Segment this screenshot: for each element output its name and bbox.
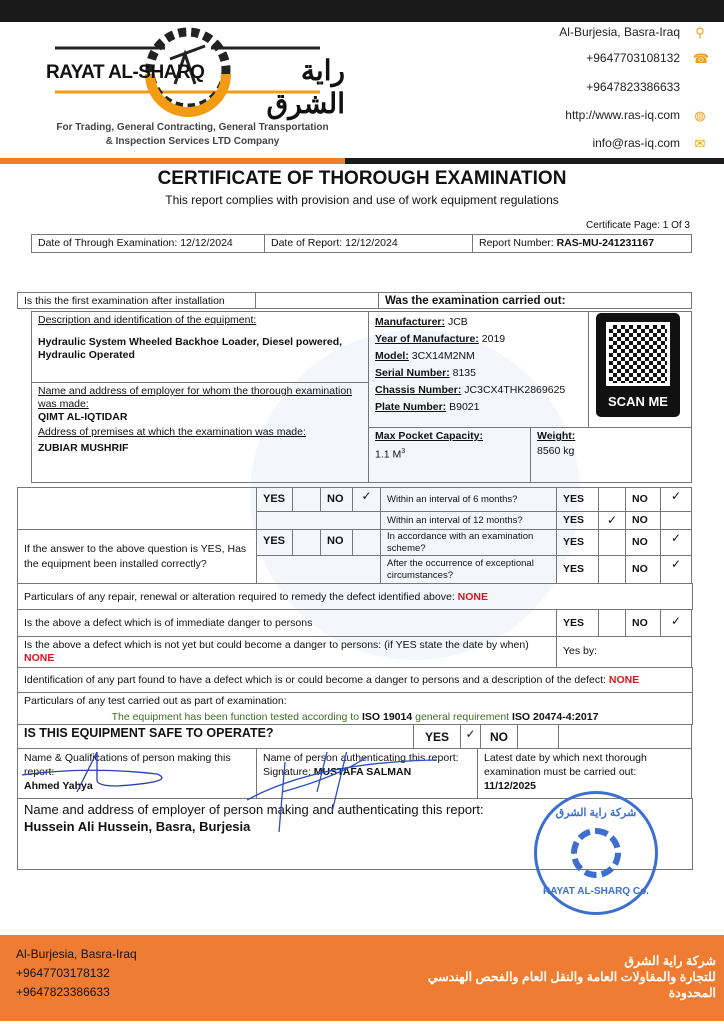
qscheme-no-box[interactable]: ✓ bbox=[660, 529, 692, 556]
phone-icon: ☎ bbox=[693, 51, 710, 66]
maker-name: Ahmed Yahya bbox=[24, 780, 93, 792]
yes-label: YES bbox=[556, 487, 599, 512]
footer bbox=[0, 935, 724, 1021]
yes-label: YES bbox=[556, 555, 599, 584]
installed-yes-box[interactable] bbox=[292, 529, 321, 556]
first-exam-no-box[interactable]: ✓ bbox=[352, 487, 381, 512]
capacity: 1.1 M bbox=[375, 448, 402, 461]
qexc-no-box[interactable]: ✓ bbox=[660, 555, 692, 584]
report-number: RAS-MU-241231167 bbox=[556, 237, 655, 249]
company-logo bbox=[40, 24, 345, 154]
weight-cell: Weight: 8560 kg bbox=[530, 427, 692, 483]
immediate-danger-question: Is the above a defect which is of immediate danger to persons bbox=[17, 609, 557, 637]
logo-latin: RAYAT AL-SHARQ bbox=[46, 62, 205, 83]
qexc-yes-box[interactable] bbox=[598, 555, 626, 584]
plate: B9021 bbox=[449, 401, 480, 413]
header-address: Al-Burjesia, Basra-Iraq bbox=[559, 25, 680, 39]
certificate-title: CERTIFICATE OF THOROUGH EXAMINATION bbox=[157, 168, 567, 189]
no-label: NO bbox=[625, 511, 661, 530]
report-number-cell: Report Number: RAS-MU-241231167 bbox=[472, 234, 692, 253]
top-bar bbox=[0, 0, 724, 22]
manufacturer: JCB bbox=[447, 316, 468, 328]
mail-icon: ✉ bbox=[694, 136, 706, 151]
location-pin-icon: ⚲ bbox=[695, 25, 705, 40]
installed-no-box[interactable] bbox=[352, 529, 381, 556]
yes-label: YES bbox=[556, 511, 599, 530]
first-exam-question: Is this the first examination after installation bbox=[17, 292, 256, 309]
no-label: NO bbox=[625, 529, 661, 556]
interval-question-qscheme: In accordance with an examination scheme? bbox=[380, 529, 557, 556]
chassis: JC3CX4THK2869625 bbox=[464, 384, 566, 396]
year: 2019 bbox=[481, 333, 506, 345]
authenticator-name: MUSTAFA SALMAN bbox=[313, 766, 412, 778]
no-label: NO bbox=[625, 555, 661, 584]
safe-yes-box[interactable]: ✓ bbox=[460, 724, 481, 749]
report-maker: Name & Qualifications of person making this report: Ahmed Yahya bbox=[17, 748, 257, 799]
certificate-subtitle: This report complies with provision and use of work equipment regulations bbox=[165, 193, 559, 207]
scan-me-label: SCAN ME bbox=[608, 394, 668, 409]
employer-name: Hussein Ali Hussein, Basra, Burjesia bbox=[24, 819, 251, 834]
company-stamp: شركة راية الشرق RAYAT AL-SHARQ Co. bbox=[534, 791, 658, 915]
immediate-no-box[interactable]: ✓ bbox=[660, 609, 692, 637]
q6-yes-box[interactable] bbox=[598, 487, 626, 512]
footer-address: Al-Burjesia, Basra-Iraq bbox=[16, 947, 137, 961]
installed-question: If the answer to the above question is YES, Has the equipment been installed correctly? bbox=[17, 529, 257, 584]
blank-cell bbox=[17, 487, 257, 530]
interval-question-q6: Within an interval of 6 months? bbox=[380, 487, 557, 512]
logo-arabic: راية الشرق bbox=[266, 55, 345, 119]
not-yet-danger-question: Is the above a defect which is not yet but could become a danger to persons: (if YES state the date by when) NONE bbox=[17, 636, 557, 668]
next-exam-date: 11/12/2025 bbox=[484, 780, 536, 792]
qr-code[interactable] bbox=[596, 313, 680, 417]
employer-info: Name and address of employer for whom the thorough examination was made: QIMT AL-IQTIDAR Address of premises at which the examination was made: ZUBIAR MUSHRIF bbox=[31, 382, 369, 483]
safe-no-box[interactable] bbox=[517, 724, 559, 749]
q12-no-box[interactable] bbox=[660, 511, 692, 530]
qscheme-yes-box[interactable] bbox=[598, 529, 626, 556]
q12-yes-box[interactable]: ✓ bbox=[598, 511, 626, 530]
header-email[interactable]: info@ras-iq.com bbox=[592, 136, 680, 150]
no-label: NO bbox=[625, 487, 661, 512]
report-authenticator: Name of person authenticating this report: Signature: MUSTAFA SALMAN bbox=[256, 748, 478, 799]
equipment-description: Description and identification of the equipment: Hydraulic System Wheeled Backhoe Loader, Diesel powered, Hydraulic Operated bbox=[31, 311, 369, 383]
q6-no-box[interactable]: ✓ bbox=[660, 487, 692, 512]
divider-black bbox=[345, 158, 724, 164]
next-exam: Latest date by which next thorough examination must be carried out: 11/12/2025 bbox=[477, 748, 692, 799]
yes-label: YES bbox=[556, 529, 599, 556]
identification-row: Identification of any part found to have a defect which is or could become a danger to persons and a description of the defect: NONE bbox=[17, 667, 693, 693]
repair-row: Particulars of any repair, renewal or alteration required to remedy the defect identified above: NONE bbox=[17, 583, 693, 610]
divider-orange bbox=[0, 158, 345, 164]
certificate-page: Certificate Page: 1 Of 3 bbox=[586, 220, 690, 231]
serial: 8135 bbox=[452, 367, 476, 379]
interval-question-q12: Within an interval of 12 months? bbox=[380, 511, 557, 530]
header-phone-2: +9647823386633 bbox=[586, 80, 680, 94]
test-row: Particulars of any test carried out as part of examination: The equipment has been function tested according to ISO 19014 general requirement ISO 20474-4:2017 bbox=[17, 692, 693, 725]
header-phone-1: +9647703108132 bbox=[586, 51, 680, 65]
yes-by-field[interactable]: Yes by: bbox=[556, 636, 692, 668]
footer-arabic: شركة راية الشرق للتجارة والمقاولات العامة والنقل العام والفحص الهندسي المحدودة bbox=[427, 954, 716, 1000]
immediate-yes-box[interactable] bbox=[598, 609, 626, 637]
exam-date: Date of Through Examination: 12/12/2024 bbox=[31, 234, 265, 253]
weight: 8560 kg bbox=[537, 445, 575, 457]
safe-question: IS THIS EQUIPMENT SAFE TO OPERATE? bbox=[17, 724, 414, 749]
carried-out-heading: Was the examination carried out: bbox=[378, 292, 692, 309]
interval-question-qexc: After the occurrence of exceptional circumstances? bbox=[380, 555, 557, 584]
footer-phone-1: +9647703178132 bbox=[16, 966, 110, 980]
handwritten-signatures bbox=[17, 752, 457, 852]
tagline-1: For Trading, General Contracting, General Transportation bbox=[56, 122, 329, 133]
globe-icon: ◍ bbox=[694, 108, 706, 123]
header-website[interactable]: http://www.ras-iq.com bbox=[565, 108, 680, 122]
first-exam-yes-box[interactable] bbox=[292, 487, 321, 512]
capacity-cell: Max Pocket Capacity: 1.1 $M^3$ bbox=[368, 427, 531, 483]
tagline-2: & Inspection Services LTD Company bbox=[105, 136, 280, 147]
employer-of-reporter: Name and address of employer of person making and authenticating this report: Hussein Ali Hussein, Basra, Burjesia bbox=[17, 798, 693, 870]
report-date: Date of Report: 12/12/2024 bbox=[264, 234, 473, 253]
first-exam-answer[interactable] bbox=[255, 292, 379, 309]
model: 3CX14M2NM bbox=[411, 350, 475, 362]
equipment-specs: Manufacturer: JCB Year of Manufacture: 2019 Model: 3CX14M2NM Serial Number: 8135 Chassis Number: JC3CX4THK2869625 Plate Number: B9021 bbox=[368, 311, 589, 428]
qr-cell bbox=[588, 311, 692, 428]
footer-phone-2: +9647823386633 bbox=[16, 985, 110, 999]
